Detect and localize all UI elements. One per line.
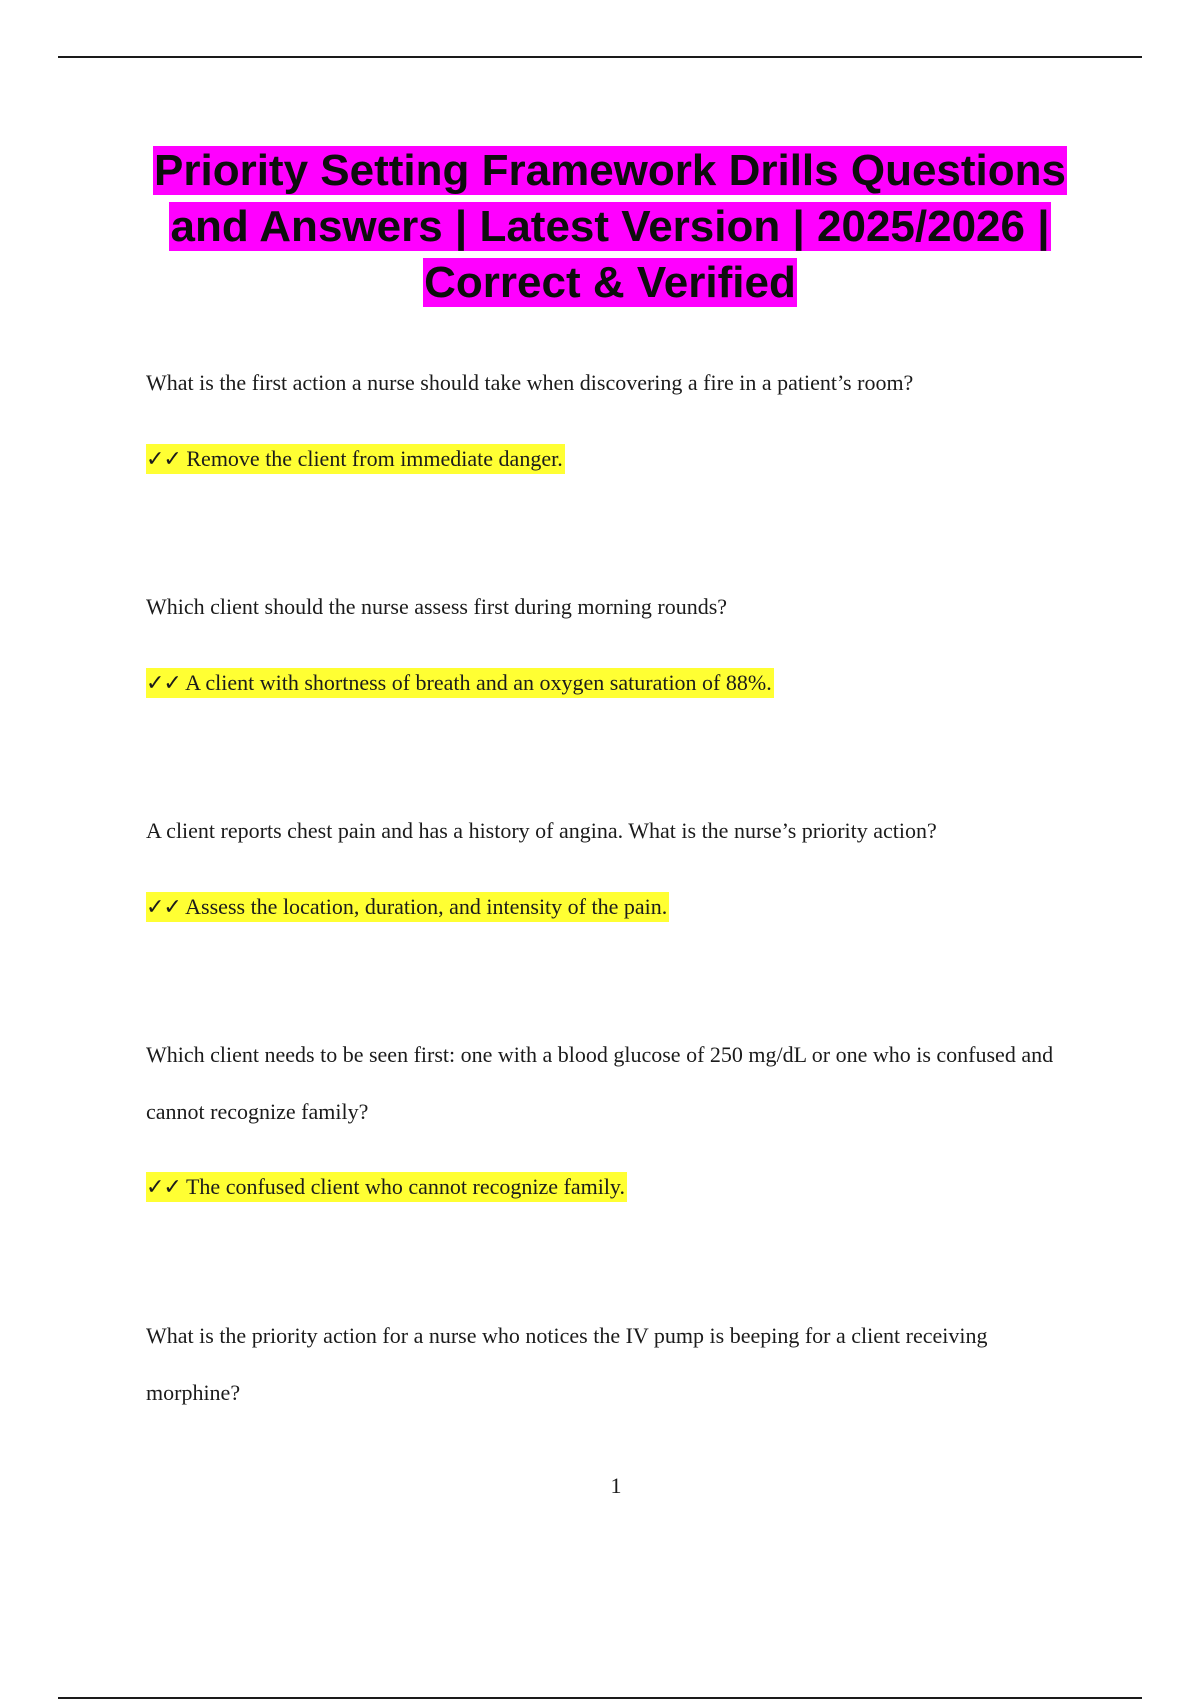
answer-1: [146, 444, 565, 475]
header-rule: [58, 56, 1142, 58]
answer-4: [146, 1172, 627, 1203]
answer-2: [146, 668, 774, 699]
question-3: A client reports chest pain and has a history of angina. What is the nurse’s priority action?: [146, 818, 937, 843]
question-5: What is the priority action for a nurse who notices the IV pump is beeping for a client receiving morphine?: [146, 1323, 988, 1405]
page-number: 1: [610, 1473, 622, 1498]
answer-1-text: Remove the client from immediate danger.: [186, 446, 563, 471]
answer-4-text: The confused client who cannot recognize family.: [185, 1174, 625, 1199]
check-mark-icon: ✓✓: [146, 447, 181, 472]
check-mark-icon: ✓✓: [146, 1175, 181, 1200]
answer-3-text: Assess the location, duration, and intensity of the pain.: [185, 894, 668, 919]
answer-2-text: A client with shortness of breath and an oxygen saturation of 88%.: [185, 670, 772, 695]
check-mark-icon: ✓✓: [146, 895, 181, 920]
document-title-text: Priority Setting Framework Drills Questions and Answers | Latest Version | 2025/2026 | Correct & Verified: [154, 146, 1066, 307]
question-4: Which client needs to be seen first: one with a blood glucose of 250 mg/dL or one who is confused and cannot recognize family?: [146, 1042, 1054, 1124]
question-1: What is the first action a nurse should take when discovering a fire in a patient’s room?: [146, 370, 914, 395]
answer-3: [146, 892, 669, 923]
footer-rule: [58, 1697, 1142, 1699]
question-2: Which client should the nurse assess first during morning rounds?: [146, 594, 728, 619]
check-mark-icon: ✓✓: [146, 671, 181, 696]
document-title: [140, 143, 1080, 311]
